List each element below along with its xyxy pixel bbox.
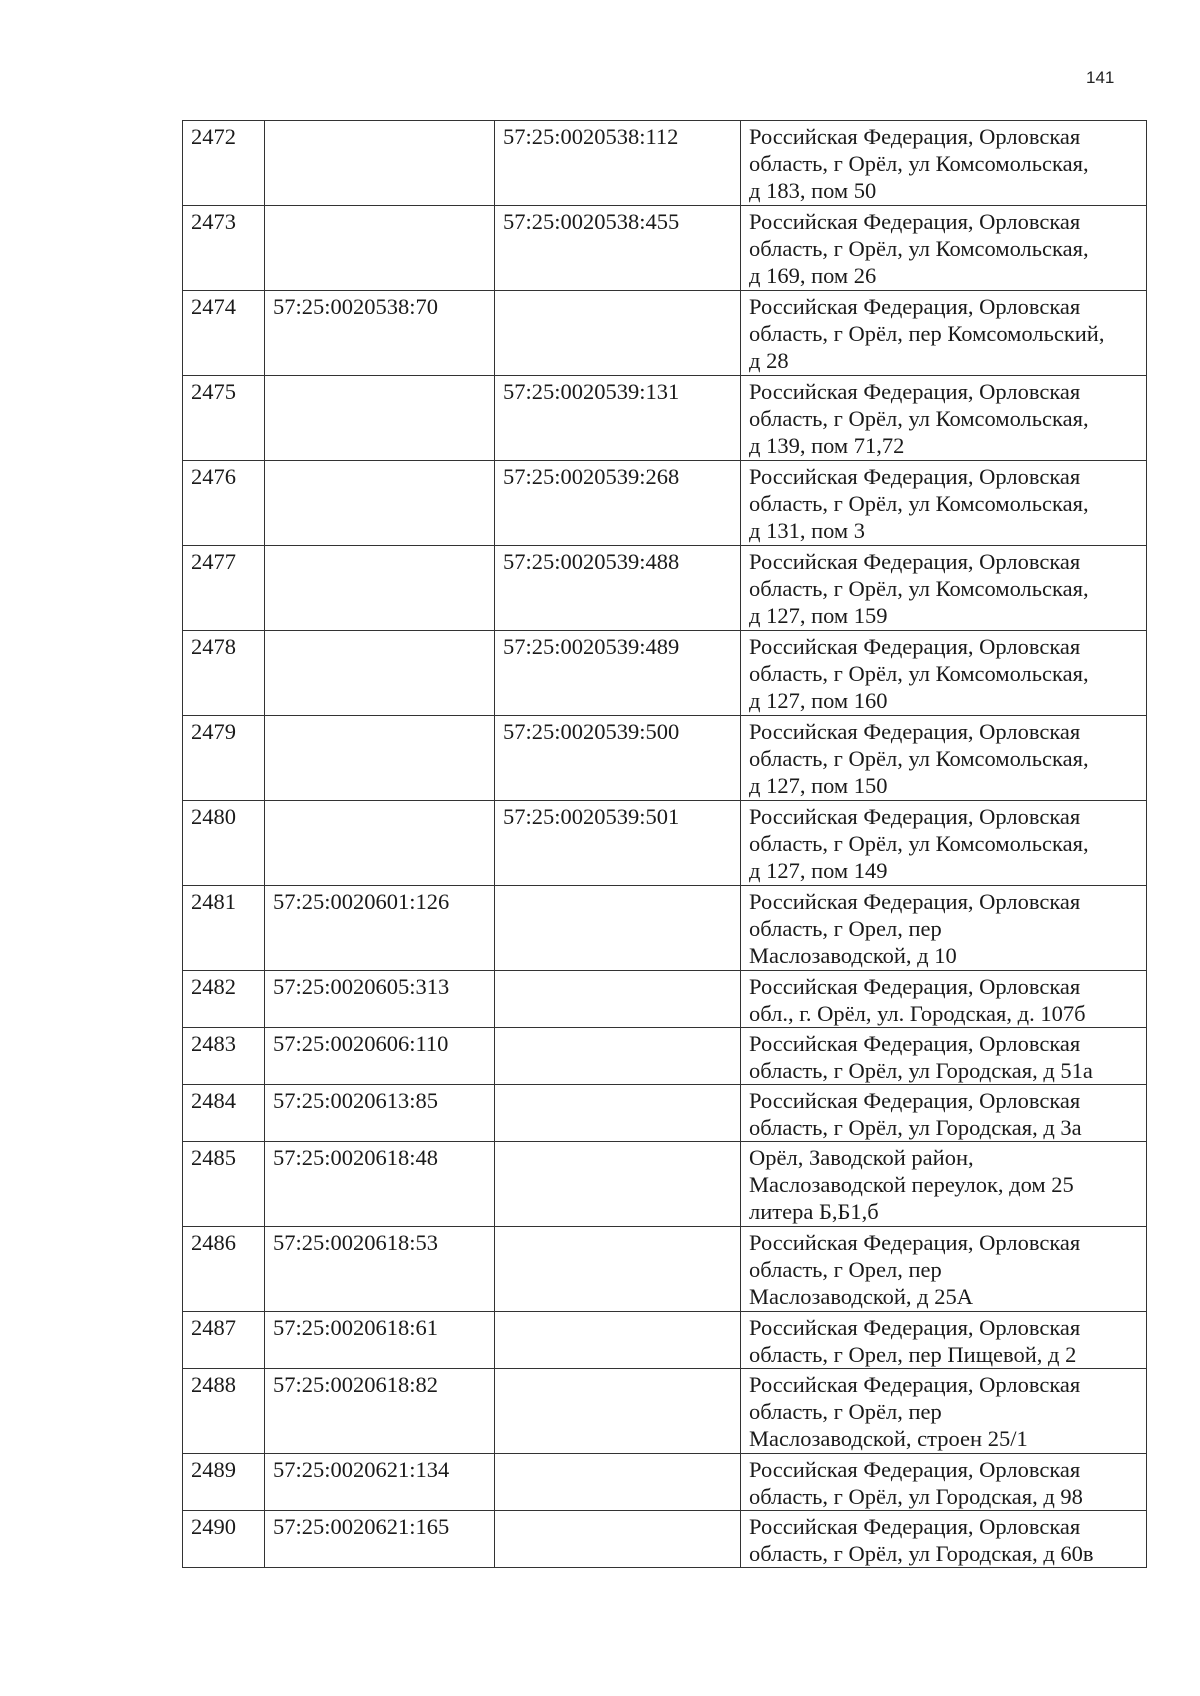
object-cadastral-cell: 57:25:0020539:500 <box>495 716 741 801</box>
row-number-cell: 2476 <box>183 461 265 546</box>
address-cell: Российская Федерация, Орловская область, г Орёл, пер Комсомольский, д 28 <box>741 291 1147 376</box>
address-cell: Российская Федерация, Орловская область, г Орёл, ул Комсомольская, д 169, пом 26 <box>741 206 1147 291</box>
table-row <box>183 121 1147 206</box>
address-cell: Российская Федерация, Орловская область, г Орел, пер Пищевой, д 2 <box>741 1312 1147 1369</box>
land-cadastral-cell <box>265 121 495 206</box>
table-row <box>183 971 1147 1028</box>
land-cadastral-cell: 57:25:0020618:48 <box>265 1142 495 1227</box>
object-cadastral-cell <box>495 1312 741 1369</box>
address-cell: Российская Федерация, Орловская область, г Орёл, ул Комсомольская, д 127, пом 159 <box>741 546 1147 631</box>
table-row <box>183 1369 1147 1454</box>
address-cell: Российская Федерация, Орловская область, г Орёл, ул Комсомольская, д 127, пом 150 <box>741 716 1147 801</box>
object-cadastral-cell <box>495 1454 741 1511</box>
object-cadastral-cell: 57:25:0020539:131 <box>495 376 741 461</box>
row-number-cell: 2490 <box>183 1511 265 1568</box>
table-row <box>183 461 1147 546</box>
table-row <box>183 546 1147 631</box>
address-cell: Российская Федерация, Орловская область, г Орёл, ул Комсомольская, д 127, пом 149 <box>741 801 1147 886</box>
row-number-cell: 2485 <box>183 1142 265 1227</box>
land-cadastral-cell: 57:25:0020621:134 <box>265 1454 495 1511</box>
address-cell: Российская Федерация, Орловская область, г Орёл, ул Городская, д 51а <box>741 1028 1147 1085</box>
object-cadastral-cell: 57:25:0020538:455 <box>495 206 741 291</box>
address-cell: Российская Федерация, Орловская область, г Орёл, ул Комсомольская, д 139, пом 71,72 <box>741 376 1147 461</box>
object-cadastral-cell: 57:25:0020539:268 <box>495 461 741 546</box>
land-cadastral-cell <box>265 546 495 631</box>
row-number-cell: 2480 <box>183 801 265 886</box>
table-row <box>183 1142 1147 1227</box>
land-cadastral-cell <box>265 376 495 461</box>
land-cadastral-cell: 57:25:0020618:53 <box>265 1227 495 1312</box>
object-cadastral-cell <box>495 291 741 376</box>
table-row <box>183 1085 1147 1142</box>
row-number-cell: 2473 <box>183 206 265 291</box>
table-row <box>183 1227 1147 1312</box>
table-row <box>183 716 1147 801</box>
table-row <box>183 801 1147 886</box>
address-cell: Российская Федерация, Орловская область, г Орел, пер Маслозаводской, д 10 <box>741 886 1147 971</box>
land-cadastral-cell <box>265 206 495 291</box>
land-cadastral-cell: 57:25:0020606:110 <box>265 1028 495 1085</box>
row-number-cell: 2489 <box>183 1454 265 1511</box>
address-cell: Орёл, Заводской район, Маслозаводской переулок, дом 25 литера Б,Б1,б <box>741 1142 1147 1227</box>
object-cadastral-cell <box>495 886 741 971</box>
land-cadastral-cell <box>265 716 495 801</box>
land-cadastral-cell <box>265 631 495 716</box>
registry-table <box>182 120 1147 1568</box>
land-cadastral-cell: 57:25:0020538:70 <box>265 291 495 376</box>
table-row <box>183 1511 1147 1568</box>
row-number-cell: 2474 <box>183 291 265 376</box>
land-cadastral-cell: 57:25:0020618:82 <box>265 1369 495 1454</box>
land-cadastral-cell <box>265 801 495 886</box>
table-row <box>183 206 1147 291</box>
row-number-cell: 2482 <box>183 971 265 1028</box>
address-cell: Российская Федерация, Орловская область, г Орёл, ул Комсомольская, д 131, пом 3 <box>741 461 1147 546</box>
address-cell: Российская Федерация, Орловская область, г Орёл, ул Городская, д 98 <box>741 1454 1147 1511</box>
row-number-cell: 2484 <box>183 1085 265 1142</box>
row-number-cell: 2486 <box>183 1227 265 1312</box>
address-cell: Российская Федерация, Орловская обл., г. Орёл, ул. Городская, д. 107б <box>741 971 1147 1028</box>
row-number-cell: 2488 <box>183 1369 265 1454</box>
object-cadastral-cell <box>495 1028 741 1085</box>
object-cadastral-cell: 57:25:0020539:501 <box>495 801 741 886</box>
table-row <box>183 886 1147 971</box>
land-cadastral-cell: 57:25:0020621:165 <box>265 1511 495 1568</box>
table-row <box>183 291 1147 376</box>
table-row <box>183 376 1147 461</box>
table-row <box>183 1312 1147 1369</box>
object-cadastral-cell <box>495 971 741 1028</box>
object-cadastral-cell <box>495 1085 741 1142</box>
table-row <box>183 1454 1147 1511</box>
address-cell: Российская Федерация, Орловская область, г Орёл, ул Городская, д 3а <box>741 1085 1147 1142</box>
row-number-cell: 2479 <box>183 716 265 801</box>
address-cell: Российская Федерация, Орловская область, г Орёл, пер Маслозаводской, строен 25/1 <box>741 1369 1147 1454</box>
table-row <box>183 1028 1147 1085</box>
object-cadastral-cell: 57:25:0020539:488 <box>495 546 741 631</box>
object-cadastral-cell <box>495 1227 741 1312</box>
registry-table-body <box>183 121 1147 1568</box>
object-cadastral-cell: 57:25:0020538:112 <box>495 121 741 206</box>
land-cadastral-cell: 57:25:0020605:313 <box>265 971 495 1028</box>
object-cadastral-cell <box>495 1369 741 1454</box>
page-number: 141 <box>1086 68 1115 87</box>
address-cell: Российская Федерация, Орловская область, г Орёл, ул Городская, д 60в <box>741 1511 1147 1568</box>
row-number-cell: 2477 <box>183 546 265 631</box>
land-cadastral-cell: 57:25:0020618:61 <box>265 1312 495 1369</box>
object-cadastral-cell: 57:25:0020539:489 <box>495 631 741 716</box>
row-number-cell: 2483 <box>183 1028 265 1085</box>
table-row <box>183 631 1147 716</box>
address-cell: Российская Федерация, Орловская область, г Орёл, ул Комсомольская, д 127, пом 160 <box>741 631 1147 716</box>
address-cell: Российская Федерация, Орловская область, г Орёл, ул Комсомольская, д 183, пом 50 <box>741 121 1147 206</box>
object-cadastral-cell <box>495 1142 741 1227</box>
row-number-cell: 2481 <box>183 886 265 971</box>
land-cadastral-cell: 57:25:0020613:85 <box>265 1085 495 1142</box>
row-number-cell: 2487 <box>183 1312 265 1369</box>
row-number-cell: 2478 <box>183 631 265 716</box>
land-cadastral-cell <box>265 461 495 546</box>
object-cadastral-cell <box>495 1511 741 1568</box>
land-cadastral-cell: 57:25:0020601:126 <box>265 886 495 971</box>
row-number-cell: 2475 <box>183 376 265 461</box>
row-number-cell: 2472 <box>183 121 265 206</box>
address-cell: Российская Федерация, Орловская область, г Орел, пер Маслозаводской, д 25А <box>741 1227 1147 1312</box>
